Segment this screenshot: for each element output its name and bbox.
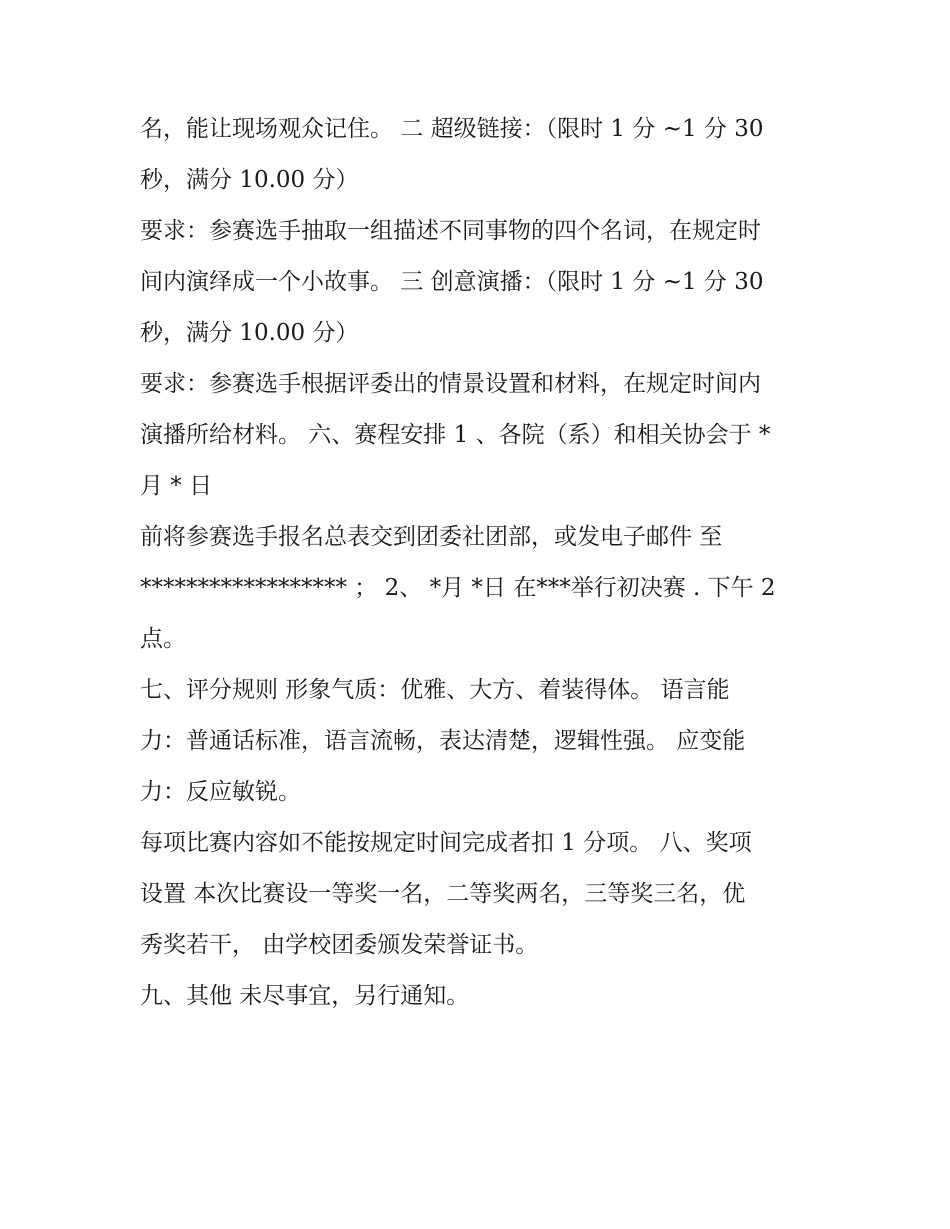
text-line: 要求：参赛选手根据评委出的情景设置和材料，在规定时间内 xyxy=(140,371,761,397)
text-line: 九、其他 未尽事宜，另行通知。 xyxy=(140,983,470,1009)
text-line: ****************** ； 2、 *月 *日 在***举行初决赛 . 下午 2 xyxy=(140,575,776,601)
text-line: 秀奖若干， 由学校团委颁发荣誉证书。 xyxy=(140,932,539,958)
text-line: 力：反应敏锐。 xyxy=(140,779,301,805)
text-line: 秒，满分 10.00 分） xyxy=(140,320,359,346)
text-line: 演播所给材料。 六、赛程安排 1 、各院（系）和相关协会于 * xyxy=(140,422,771,448)
text-line: 名，能让现场观众记住。 二 超级链接：（限时 1 分 ~1 分 30 xyxy=(140,116,764,142)
text-line: 设置 本次比赛设一等奖一名，二等奖两名，三等奖三名，优 xyxy=(140,881,746,907)
text-line: 每项比赛内容如不能按规定时间完成者扣 1 分项。 八、奖项 xyxy=(140,830,752,856)
text-line: 七、评分规则 形象气质：优雅、大方、着装得体。 语言能 xyxy=(140,677,730,703)
text-line: 前将参赛选手报名总表交到团委社团部，或发电子邮件 至 xyxy=(140,524,723,550)
text-line: 力：普通话标准，语言流畅，表达清楚，逻辑性强。 应变能 xyxy=(140,728,746,754)
text-line: 秒，满分 10.00 分） xyxy=(140,167,359,193)
document-body xyxy=(140,104,820,1022)
text-line: 月 * 日 xyxy=(140,473,213,499)
text-line: 间内演绎成一个小故事。 三 创意演播：（限时 1 分 ~1 分 30 xyxy=(140,269,764,295)
text-line: 点。 xyxy=(140,626,186,652)
text-line: 要求：参赛选手抽取一组描述不同事物的四个名词，在规定时 xyxy=(140,218,761,244)
